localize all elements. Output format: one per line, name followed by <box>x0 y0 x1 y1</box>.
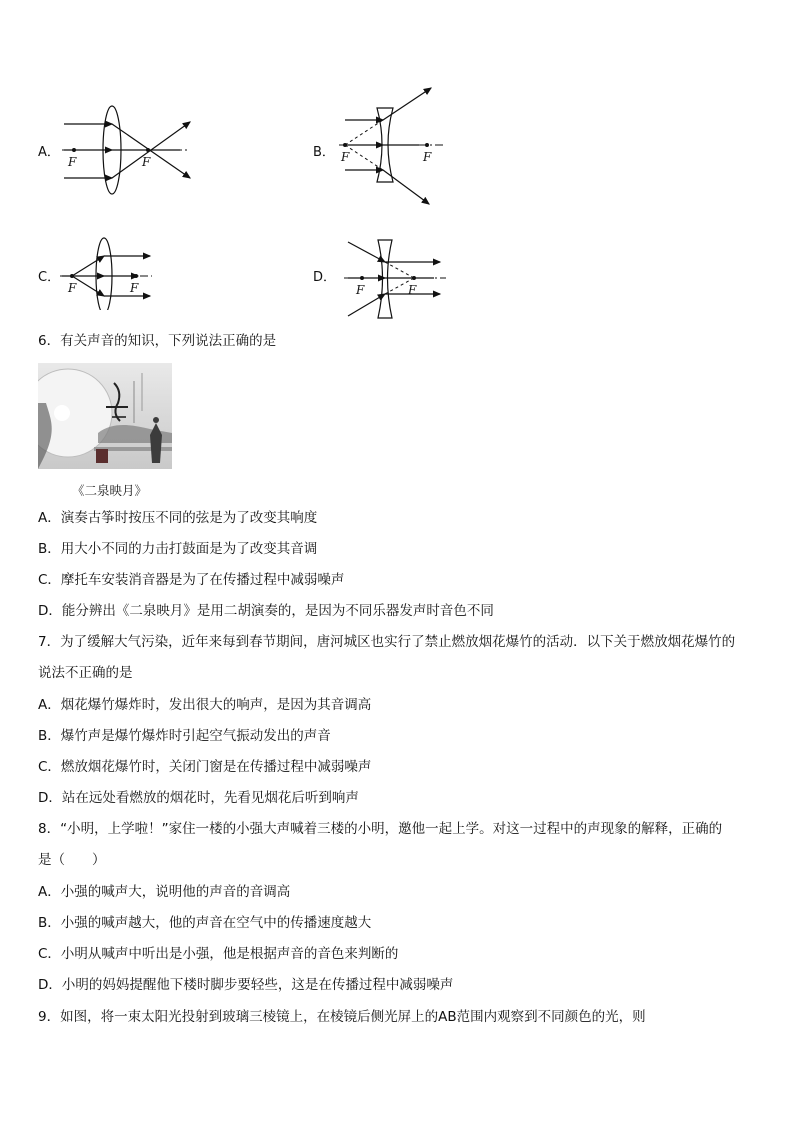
diagram-d-concave-lens <box>340 236 452 322</box>
q6-option-a: A．演奏古筝时按压不同的弦是为了改变其响度 <box>38 510 318 526</box>
q7-option-c: C．燃放烟花爆竹时，关闭门窗是在传播过程中减弱噪声 <box>38 759 372 775</box>
q8-option-b: B．小强的喊声越大，他的声音在空气中的传播速度越大 <box>38 915 372 931</box>
question-8-stem-line-1: 8．“小明，上学啦！”家住一楼的小强大声喊着三楼的小明，邀他一起上学。对这一过程中的声现象的解释，正确的 <box>38 821 723 837</box>
q8-option-c: C．小明从喊声中听出是小强，他是根据声音的音色来判断的 <box>38 946 399 962</box>
diagram-a-focus-left: F <box>68 155 77 169</box>
option-d-label: D． <box>313 270 337 285</box>
question-8-stem-line-2: 是（ ） <box>38 852 106 868</box>
question-9-stem: 9．如图，将一束太阳光投射到玻璃三棱镜上，在棱镜后侧光屏上的AB范围内观察到不同颜色的光，则 <box>38 1009 646 1025</box>
diagram-d-focus-left: F <box>356 283 365 297</box>
q7-option-b: B．爆竹声是爆竹爆炸时引起空气振动发出的声音 <box>38 728 331 744</box>
q6-option-b: B．用大小不同的力击打鼓面是为了改变其音调 <box>38 541 318 557</box>
option-c-label: C． <box>38 270 61 285</box>
erquan-yingyue-painting <box>38 363 172 469</box>
diagram-d-focus-right: F <box>408 283 417 297</box>
question-7-stem-line-1: 7．为了缓解大气污染，近年来每到春节期间，唐河城区也实行了禁止燃放烟花爆竹的活动．以下关于燃放烟花爆竹的 <box>38 634 736 650</box>
q6-option-d: D．能分辨出《二泉映月》是用二胡演奏的，是因为不同乐器发声时音色不同 <box>38 603 494 619</box>
diagram-b-focus-right: F <box>423 150 432 164</box>
option-b-label: B． <box>313 145 335 160</box>
diagram-c-focus-right: F <box>130 281 139 295</box>
q7-option-a: A．烟花爆竹爆炸时，发出很大的响声，是因为其音调高 <box>38 697 372 713</box>
question-6-stem: 6．有关声音的知识，下列说法正确的是 <box>38 333 277 349</box>
diagram-a-convex-lens <box>60 96 200 196</box>
option-a-label: A． <box>38 145 60 160</box>
diagram-b-focus-left: F <box>341 150 350 164</box>
q7-option-d: D．站在远处看燃放的烟花时，先看见烟花后听到响声 <box>38 790 359 806</box>
painting-caption: 《二泉映月》 <box>72 483 148 498</box>
question-7-stem-line-2: 说法不正确的是 <box>38 665 133 681</box>
q8-option-a: A．小强的喊声大，说明他的声音的音调高 <box>38 884 291 900</box>
diagram-b-concave-lens <box>335 86 455 206</box>
diagram-c-convex-lens <box>58 230 158 310</box>
diagram-a-focus-right: F <box>142 155 151 169</box>
q6-option-c: C．摩托车安装消音器是为了在传播过程中减弱噪声 <box>38 572 345 588</box>
diagram-c-focus-left: F <box>68 281 77 295</box>
q8-option-d: D．小明的妈妈提醒他下楼时脚步要轻些，这是在传播过程中减弱噪声 <box>38 977 454 993</box>
